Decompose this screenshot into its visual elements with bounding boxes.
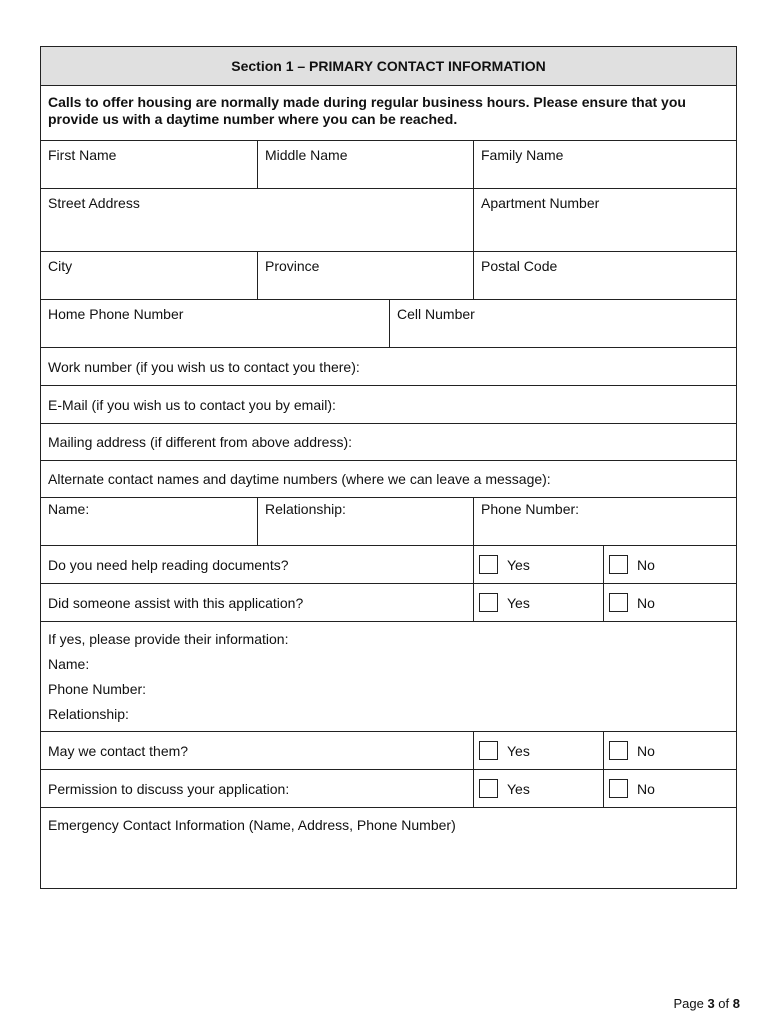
section-title: Section 1 – PRIMARY CONTACT INFORMATION <box>231 58 546 74</box>
help-reading-row <box>41 545 736 583</box>
help-reading-yes-option[interactable] <box>473 546 603 583</box>
page-number: 3 <box>707 996 715 1011</box>
family-name-field[interactable]: Family Name <box>473 141 736 188</box>
assisted-row <box>41 583 736 621</box>
contact-them-row <box>41 731 736 769</box>
street-address-field[interactable]: Street Address <box>48 195 140 211</box>
middle-name-field[interactable]: Middle Name <box>257 141 473 188</box>
apartment-number-field[interactable]: Apartment Number <box>473 189 736 251</box>
work-number-row <box>41 347 736 385</box>
no-label: No <box>637 780 655 797</box>
permission-yes-checkbox[interactable] <box>479 779 498 798</box>
alt-phone-field[interactable]: Phone Number: <box>473 497 736 545</box>
yes-label: Yes <box>507 594 530 611</box>
assistant-phone-field[interactable]: Phone Number: <box>48 681 147 697</box>
permission-no-checkbox[interactable] <box>609 779 628 798</box>
work-number-field[interactable]: Work number (if you wish us to contact you there): <box>48 358 360 375</box>
contact-them-yes-checkbox[interactable] <box>479 741 498 760</box>
help-reading-yes-checkbox[interactable] <box>479 555 498 574</box>
page-label: Page <box>673 996 704 1011</box>
intro-text: Calls to offer housing are normally made during regular business hours. Please ensure that you provide us with a daytime number where you can be reached. <box>48 94 686 127</box>
assistant-name-field[interactable]: Name: <box>48 656 90 672</box>
no-label: No <box>637 594 655 611</box>
mailing-address-row <box>41 423 736 460</box>
emergency-contact-field[interactable]: Emergency Contact Information (Name, Address, Phone Number) <box>48 817 456 833</box>
home-phone-field[interactable]: Home Phone Number <box>48 306 184 322</box>
alternate-contacts-row <box>41 460 736 497</box>
contact-them-question: May we contact them? <box>48 742 189 759</box>
help-reading-no-checkbox[interactable] <box>609 555 628 574</box>
assistant-prompt: If yes, please provide their information: <box>48 631 289 647</box>
permission-row <box>41 769 736 807</box>
no-label: No <box>637 556 655 573</box>
assistant-info-row <box>41 621 736 731</box>
emergency-row <box>41 807 736 888</box>
province-field[interactable]: Province <box>257 252 473 299</box>
contact-them-yes-option[interactable] <box>473 732 603 769</box>
mailing-address-field[interactable]: Mailing address (if different from above address): <box>48 434 352 450</box>
assisted-no-checkbox[interactable] <box>609 593 628 612</box>
alternate-contact-row <box>41 497 736 545</box>
page-total: 8 <box>732 996 740 1011</box>
permission-question: Permission to discuss your application: <box>48 780 290 797</box>
assistant-info-block[interactable] <box>41 622 736 731</box>
of-label: of <box>718 996 730 1011</box>
email-field[interactable]: E-Mail (if you wish us to contact you by email): <box>48 396 336 413</box>
page-footer <box>673 996 740 1011</box>
assisted-question: Did someone assist with this application? <box>48 594 304 611</box>
city-field[interactable]: City <box>48 258 73 274</box>
alternate-contacts-label: Alternate contact names and daytime numbers (where we can leave a message): <box>48 471 551 487</box>
email-row <box>41 385 736 423</box>
city-row <box>41 251 736 299</box>
postal-code-field[interactable]: Postal Code <box>473 252 736 299</box>
yes-label: Yes <box>507 556 530 573</box>
help-reading-question: Do you need help reading documents? <box>48 556 289 573</box>
primary-contact-form <box>40 46 737 889</box>
name-row <box>41 140 736 188</box>
help-reading-no-option[interactable] <box>603 546 736 583</box>
permission-no-option[interactable] <box>603 770 736 807</box>
alt-relationship-field[interactable]: Relationship: <box>257 497 473 545</box>
phone-row <box>41 299 736 347</box>
address-row <box>41 188 736 251</box>
assisted-yes-checkbox[interactable] <box>479 593 498 612</box>
alt-name-field[interactable]: Name: <box>41 497 257 545</box>
yes-label: Yes <box>507 742 530 759</box>
section-header <box>41 47 736 85</box>
assisted-no-option[interactable] <box>603 584 736 621</box>
yes-label: Yes <box>507 780 530 797</box>
first-name-field[interactable]: First Name <box>48 147 117 163</box>
contact-them-no-checkbox[interactable] <box>609 741 628 760</box>
assisted-yes-option[interactable] <box>473 584 603 621</box>
contact-them-no-option[interactable] <box>603 732 736 769</box>
no-label: No <box>637 742 655 759</box>
assistant-relationship-field[interactable]: Relationship: <box>48 706 129 722</box>
permission-yes-option[interactable] <box>473 770 603 807</box>
intro-row <box>41 85 736 140</box>
cell-number-field[interactable]: Cell Number <box>389 300 736 347</box>
